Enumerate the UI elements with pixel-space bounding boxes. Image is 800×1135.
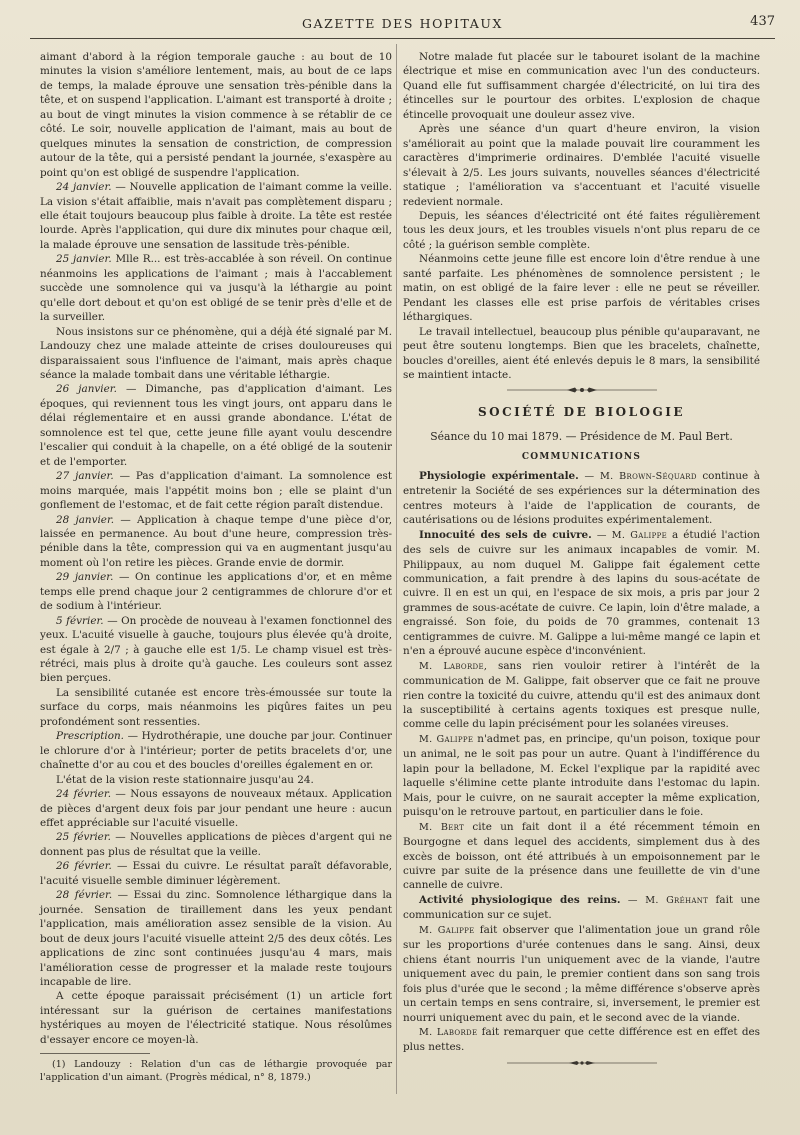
reply-author: M. Laborde [419, 1027, 478, 1038]
prescription [40, 729, 392, 772]
reply-text: cite un fait dont il a été récemment témoin en Bourgogne et dans lequel des accidents, simplement dus à des excès de boisson, ont été attribués à un empoisonnement par le cuivre par suite de la présence dans une feuillette de vin d'une cannelle de cuivre. [403, 820, 761, 892]
reply-text: sans rien vouloir retirer à l'intérêt de la communication de M. Galippe, fait observer que ce fait ne prouve rien contre la toxicité du cuivre, attendu qu'il est des animaux dont la susceptibilité à certains agents toxiques est presque nulle, comme celle du lapin précisément pour les solanées vireuses. [403, 659, 760, 731]
paragraph: Le travail intellectuel, beaucoup plus pénible qu'auparavant, ne peut être soutenu longtemps. Bien que les bracelets, chaînette, boucles d'oreilles, aient été enlevés depuis le 8 mars, la sensibilité se maintient intacte. [403, 325, 760, 381]
entry-date: 26 février. [56, 860, 112, 873]
entry-text: — Nous essayons de nouveaux métaux. Application de pièces d'argent deux fois par jour pendant une heure : aucun effet appréciable sur l'acuité visuelle. [40, 788, 392, 830]
page-header [30, 14, 775, 39]
entry-date: 28 février. [56, 889, 113, 902]
reply-text: fait remarquer que cette différence est en effet des plus nettes. [403, 1026, 760, 1054]
entry-date: 27 janvier. [56, 470, 114, 483]
entry-text: — Nouvelles applications de pièces d'argent qui ne donnent pas plus de résultat que la veille. [40, 831, 392, 858]
reply-item [403, 732, 760, 820]
paragraph: La sensibilité cutanée est encore très-émoussée sur toute la surface du corps, mais néanmoins les piqûres faites un peu profondément sont ressenties. [40, 686, 392, 728]
section-ornament [403, 386, 760, 397]
ornament-rule-icon [507, 1059, 657, 1067]
entry-text: — Essai du cuivre. Le résultat paraît défavorable, l'acuité visuelle semble diminuer légèrement. [40, 860, 392, 887]
entry-date: 25 janvier. [56, 253, 112, 266]
reply-author: M. Bert [419, 821, 465, 833]
entry-text: — Application à chaque tempe d'une pièce d'or, laissée en permanence. Au bout d'une heure, compression très-pénible dans la tête, compression qui va en augmentant jusqu'au moment où l'on retire les pièces. Grande envie de dormir. [40, 513, 392, 569]
entry-text: — Pas d'application d'aimant. La somnolence est moins marquée, mais l'appétit moins bon ; elle se plaint d'un gonflement de l'estomac, et de fait cette région paraît distendue. [40, 470, 392, 512]
item-title: Physiologie expérimentale. [419, 469, 579, 482]
dated-entry [40, 614, 392, 686]
item-text: fait une communication sur ce sujet. [403, 893, 760, 922]
paragraph: Après une séance d'un quart d'heure environ, la vision s'améliorait au point que la malade pouvait lire couramment les caractères d'imprimerie ordinaires. D'emblée l'acuité visuelle s'élevait à 2/5. Les jours suivants, nouvelles séances d'électricité statique ; l'amélioration va s'accentuant et l'acuité visuelle redevient normale. [403, 123, 760, 208]
page-number: 437 [750, 14, 775, 29]
footnote: (1) Landouzy : Relation d'un cas de léthargie provoquée par l'application d'un aimant. (Progrès médical, n° 8, 1879.) [40, 1059, 392, 1084]
dated-entry [40, 830, 392, 859]
end-ornament [403, 1059, 760, 1070]
subheading: COMMUNICATIONS [521, 452, 642, 463]
communication-item [403, 528, 760, 659]
paragraph: Néanmoins cette jeune fille est encore loin d'être rendue à une santé parfaite. Les phénomènes de somnolence persistent ; le matin, on est obligé de la faire lever : elle ne peut se réveiller. Pendant les classes elle est prise parfois de véritables crises léthargiques. [403, 253, 760, 324]
reply-item [403, 820, 760, 893]
paragraph: A cette époque paraissait précisément (1) un article fort intéressant sur la guérison de certaines manifestations hystériques au moyen de l'électricité statique. Nous résolûmes d'essayer encore ce moyen-là. [40, 990, 392, 1046]
paragraph: aimant d'abord à la région temporale gauche : au bout de 10 minutes la vision s'améliore lentement, mais, au bout de ce laps de temps, la malade éprouve une sensation très-pénible dans la tête, et on suspend l'application. L'aimant est transporté à droite ; au bout de vingt minutes la vision commence à se rétablir de ce côté. Le soir, nouvelle application de l'aimant, mais au bout de quelques minutes la sensation de constriction, de compression autour de la tête, qui a persisté pendant la journée, s'exaspère au point qu'on est obligé de suspendre l'application. [40, 51, 392, 179]
item-title: Activité physiologique des reins. [419, 893, 621, 906]
item-author: — M. Galippe [591, 529, 668, 541]
item-author: — M. Gréhant [620, 894, 709, 906]
paragraph: Depuis, les séances d'électricité ont été faites régulièrement tous les deux jours, et les troubles visuels n'ont plus reparu de ce côté ; la guérison semble complète. [403, 209, 760, 251]
dated-entry [40, 888, 392, 989]
entry-date: 25 février. [56, 831, 111, 844]
paragraph: L'état de la vision reste stationnaire jusqu'au 24. [56, 773, 314, 786]
dated-entry [40, 252, 392, 324]
reply-author: M. Galippe [419, 733, 474, 745]
column-divider [396, 44, 397, 1094]
dated-entry [40, 513, 392, 571]
session-line: Séance du 10 mai 1879. — Présidence de M. Paul Bert. [430, 429, 733, 443]
communication-item [403, 469, 760, 528]
entry-text: — On continue les applications d'or, et en même temps elle prend chaque jour 2 centigrammes de chlorure d'or et de sodium à l'intérieur. [40, 571, 392, 613]
reply-item [403, 659, 760, 732]
dated-entry [40, 469, 392, 512]
dated-entry [40, 570, 392, 613]
entry-date: 26 janvier. [56, 383, 117, 396]
prescription-text: — Hydrothérapie, une douche par jour. Continuer le chlorure d'or à l'intérieur; porter de petits bracelets d'or, une chaînette d'or au cou et des boucles d'oreilles également en or. [40, 730, 392, 772]
paragraph: Notre malade fut placée sur le tabouret isolant de la machine électrique et mise en communication avec l'un des conducteurs. Quand elle fut suffisamment chargée d'électricité, on lui tira des étincelles sur le pourtour des orbites. L'explosion de chaque étincelle provoquait une douleur assez vive. [403, 51, 760, 121]
footnote-rule [40, 1053, 150, 1054]
paragraph: Nous insistons sur ce phénomène, qui a déjà été signalé par M. Landouzy chez une malade atteinte de crises douloureuses qui disparaissaient sous l'influence de l'aimant, mais après chaque séance la malade tombait dans une véritable léthargie. [40, 325, 392, 381]
entry-text: — On procède de nouveau à l'examen fonctionnel des yeux. L'acuité visuelle à gauche, toujours plus élevée qu'à droite, est égale à 2/7 ; à gauche elle est 1/5. Le champ visuel est très-rétréci, mais plus à droite qu'à gauche. Les couleurs sont assez bien perçues. [40, 614, 392, 685]
dated-entry [40, 859, 392, 888]
prescription-label: Prescription. [56, 730, 124, 743]
entry-date: 28 janvier. [56, 513, 115, 526]
dated-entry [40, 180, 392, 252]
reply-author: M. Laborde, [419, 660, 488, 672]
communication-item [403, 893, 760, 923]
dated-entry [40, 382, 392, 469]
entry-date: 29 janvier. [56, 571, 114, 584]
ornament-rule-icon [507, 386, 657, 394]
entry-date: 5 février. [56, 614, 104, 627]
right-column [403, 50, 760, 1078]
item-text: a étudié l'action des sels de cuivre sur les animaux incapables de vomir. M. Philippaux, au nom duquel M. Galippe fait également cette communication, a fait prendre à des lapins du sous-acétate de cuivre. Il en est un qui, en l'espace de six mois, a pris par jour 2 grammes de sous-acétate de cuivre. Ce lapin, loin d'être malade, a engraissé. Son foie, du poids de 70 grammes, contenait 13 centigrammes de cuivre. M. Galippe a lui-même mangé ce lapin et n'en a éprouvé aucune espèce d'inconvénient. [403, 528, 760, 658]
item-author: — M. Brown-Séquard [578, 470, 697, 482]
entry-text: — Essai du zinc. Somnolence léthargique dans la journée. Sensation de tiraillement dans les yeux pendant l'application, mais amélioration assez sensible de la vision. Au bout de deux jours l'acuité visuelle atteint 2/5 des deux côtés. Les applications de zinc sont continuées jusqu'au 4 mars, mais l'amélioration cesse de progresser et la malade reste toujours incapable de lire. [40, 889, 392, 988]
entry-date: 24 février. [56, 788, 112, 801]
reply-item [403, 1025, 760, 1055]
entry-text: — Dimanche, pas d'application d'aimant. Les époques, qui reviennent tous les vingt jours, ont apparu dans le délai réglementaire et en aussi grande abondance. L'état de somnolence est tel que, cette jeune fille ayant voulu descendre l'escalier qui conduit à la chapelle, on a été obligé de la soutenir et de l'emporter. [40, 383, 393, 468]
item-text: continue à entretenir la Société de ses expériences sur la détermination des centres moteurs à l'aide de l'application de courants, de cautérisations ou de lésions produites expérimentalement. [403, 469, 760, 527]
item-title: Innocuité des sels de cuivre. [419, 528, 592, 541]
journal-title: GAZETTE DES HOPITAUX [301, 16, 504, 31]
entry-text: — Nouvelle application de l'aimant comme la veille. La vision s'était affaiblie, mais n'avait pas complètement disparu ; elle était toujours beaucoup plus faible à droite. La tête est restée lourde. Après l'application, qui dure dix minutes pour chaque œil, la malade éprouve une sensation de lassitude très-pénible. [40, 181, 393, 251]
reply-text: n'admet pas, en principe, qu'un poison, toxique pour un animal, ne le soit pas pour un autre. Quant à l'indifférence du lapin pour la belladone, M. Eckel l'explique par la rapidité avec laquelle s'élimine cette plante introduite dans l'estomac du lapin. Mais, pour le cuivre, on ne saurait accepter la même explication, puisqu'on le retrouve partout, en particulier dans le foie. [403, 732, 760, 819]
dated-entry [40, 787, 392, 830]
reply-author: M. Galippe [419, 924, 475, 936]
entry-text: Mlle R... est très-accablée à son réveil. On continue néanmoins les applications de l'aimant ; mais à l'accablement succède une somnolence qui va jusqu'à la léthargie au point qu'elle dort debout et qu'on est obligé de se tenir près d'elle et de la surveiller. [40, 253, 392, 324]
reply-text: fait observer que l'alimentation joue un grand rôle sur les proportions d'urée contenues dans le sang. Ainsi, deux chiens étant nourris l'un uniquement avec de la viande, l'autre uniquement avec du pain, le premier contient dans son sang trois fois plus d'urée que le second ; la même différence s'observe après un certain temps en sens contraire, si, inversement, le premier est nourri uniquement avec du pain, et le second avec de la viande. [403, 923, 760, 1024]
reply-item [403, 923, 760, 1025]
entry-date: 24 janvier. [56, 181, 112, 194]
left-column [40, 50, 392, 1084]
section-title: SOCIÉTÉ DE BIOLOGIE [477, 405, 686, 420]
